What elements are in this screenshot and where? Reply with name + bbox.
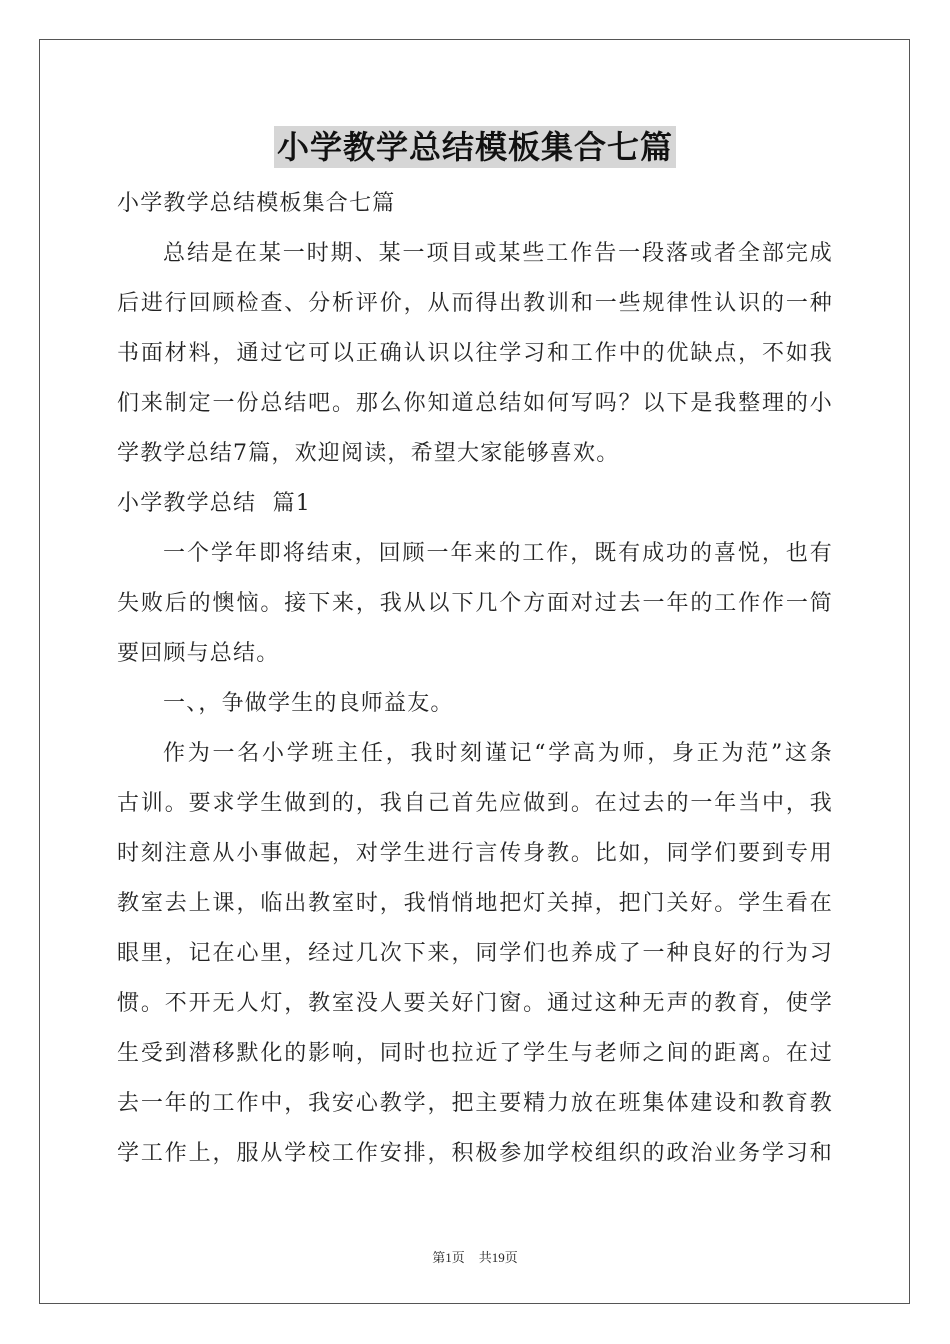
document-subtitle: 小学教学总结模板集合七篇 <box>117 191 396 216</box>
paragraph-line: 眼里，记在心里，经过几次下来，同学们也养成了一种良好的行为习 <box>117 941 833 966</box>
title-area <box>0 126 950 168</box>
section-heading: 小学教学总结 篇1 <box>117 491 311 516</box>
intro-line: 学教学总结7篇，欢迎阅读，希望大家能够喜欢。 <box>117 441 620 466</box>
page-total: 共19页 <box>478 1250 518 1265</box>
point-heading: 一、，争做学生的良师益友。 <box>163 691 454 716</box>
paragraph-line: 时刻注意从小事做起，对学生进行言传身教。比如，同学们要到专用 <box>117 841 833 866</box>
paragraph-line: 生受到潜移默化的影响，同时也拉近了学生与老师之间的距离。在过 <box>117 1041 833 1066</box>
intro-line: 书面材料，通过它可以正确认识以往学习和工作中的优缺点，不如我 <box>117 341 833 366</box>
paragraph-line: 古训。要求学生做到的，我自己首先应做到。在过去的一年当中，我 <box>117 791 833 816</box>
paragraph-line: 作为一名小学班主任，我时刻谨记“学高为师，身正为范”这条 <box>163 741 833 766</box>
document-title: 小学教学总结模板集合七篇 <box>274 126 676 168</box>
paragraph-line: 一个学年即将结束，回顾一年来的工作，既有成功的喜悦，也有 <box>163 541 833 566</box>
paragraph-line: 教室去上课，临出教室时，我悄悄地把灯关掉，把门关好。学生看在 <box>117 891 833 916</box>
intro-line: 们来制定一份总结吧。那么你知道总结如何写吗？以下是我整理的小 <box>117 391 833 416</box>
page-footer <box>0 1247 950 1266</box>
paragraph-line: 惯。不开无人灯，教室没人要关好门窗。通过这种无声的教育，使学 <box>117 991 833 1016</box>
paragraph-line: 学工作上，服从学校工作安排，积极参加学校组织的政治业务学习和 <box>117 1141 833 1166</box>
paragraph-line: 要回顾与总结。 <box>117 641 280 666</box>
document-body <box>117 179 833 1179</box>
paragraph-line: 去一年的工作中，我安心教学，把主要精力放在班集体建设和教育教 <box>117 1091 833 1116</box>
page-number: 第1页 <box>432 1250 465 1265</box>
paragraph-line: 失败后的懊恼。接下来，我从以下几个方面对过去一年的工作作一简 <box>117 591 833 616</box>
intro-line: 后进行回顾检查、分析评价，从而得出教训和一些规律性认识的一种 <box>117 291 833 316</box>
intro-line: 总结是在某一时期、某一项目或某些工作告一段落或者全部完成 <box>163 241 833 266</box>
